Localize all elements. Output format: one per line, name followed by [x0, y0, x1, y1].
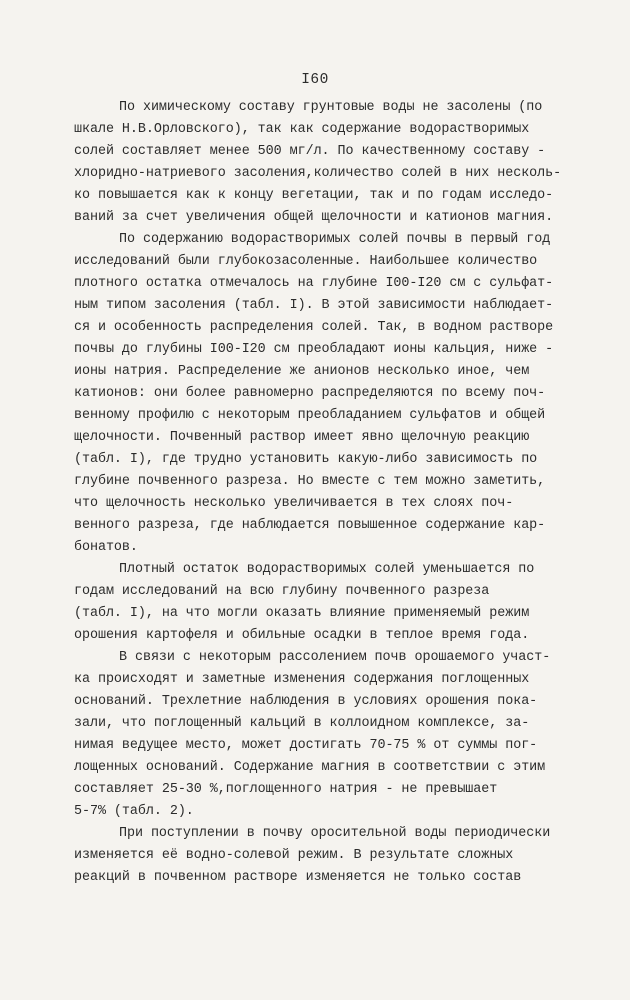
- text-line: оснований. Трехлетние наблюдения в условиях орошения пока-: [74, 694, 538, 709]
- text-line: венного разреза, где наблюдается повышенное содержание кар-: [74, 518, 546, 533]
- text-line: хлоридно-натриевого засоления,количество солей в них несколь-: [74, 166, 562, 181]
- text-line: ионы натрия. Распределение же анионов несколько иное, чем: [74, 364, 530, 379]
- text-line: ся и особенность распределения солей. Так, в водном растворе: [74, 320, 554, 335]
- text-line: бонатов.: [74, 540, 138, 555]
- text-line: 5-7% (табл. 2).: [74, 804, 194, 819]
- text-line: глубине почвенного разреза. Но вместе с тем можно заметить,: [74, 474, 546, 489]
- text-line: исследований были глубокозасоленные. Наибольшее количество: [74, 254, 538, 269]
- text-line: ным типом засоления (табл. I). В этой зависимости наблюдает-: [74, 298, 554, 313]
- text-line: плотного остатка отмечалось на глубине I00-I20 см с сульфат-: [74, 276, 554, 291]
- text-line: ваний за счет увеличения общей щелочности и катионов магния.: [74, 210, 554, 225]
- text-line: катионов: они более равномерно распределяются по всему поч-: [74, 386, 546, 401]
- text-line: По содержанию водорастворимых солей почвы в первый год: [119, 232, 551, 247]
- text-line: щелочности. Почвенный раствор имеет явно щелочную реакцию: [74, 430, 530, 445]
- text-line: составляет 25-30 %,поглощенного натрия - не превышает: [74, 782, 498, 797]
- text-line: шкале Н.В.Орловского), так как содержание водорастворимых: [74, 122, 530, 137]
- text-line: В связи с некоторым рассолением почв орошаемого участ-: [119, 650, 551, 665]
- text-line: орошения картофеля и обильные осадки в теплое время года.: [74, 628, 530, 643]
- text-line: По химическому составу грунтовые воды не засолены (по: [119, 100, 543, 115]
- text-line: При поступлении в почву оросительной воды периодически: [119, 826, 551, 841]
- text-line: изменяется её водно-солевой режим. В результате сложных: [74, 848, 514, 863]
- text-line: Плотный остаток водорастворимых солей уменьшается по: [119, 562, 535, 577]
- text-line: что щелочность несколько увеличивается в тех слоях поч-: [74, 496, 514, 511]
- text-line: реакций в почвенном растворе изменяется не только состав: [74, 870, 522, 885]
- text-line: (табл. I), на что могли оказать влияние применяемый режим: [74, 606, 530, 621]
- text-line: зали, что поглощенный кальций в коллоидном комплексе, за-: [74, 716, 530, 731]
- text-line: ко повышается как к концу вегетации, так и по годам исследо-: [74, 188, 554, 203]
- text-line: годам исследований на всю глубину почвенного разреза: [74, 584, 490, 599]
- text-line: (табл. I), где трудно установить какую-либо зависимость по: [74, 452, 538, 467]
- text-line: почвы до глубины I00-I20 см преобладают ионы кальция, ниже -: [74, 342, 554, 357]
- text-line: лощенных оснований. Содержание магния в соответствии с этим: [74, 760, 546, 775]
- text-line: ка происходят и заметные изменения содержания поглощенных: [74, 672, 530, 687]
- text-line: нимая ведущее место, может достигать 70-75 % от суммы пог-: [74, 738, 538, 753]
- text-line: солей составляет менее 500 мг/л. По качественному составу -: [74, 144, 546, 159]
- text-line: венному профилю с некоторым преобладанием сульфатов и общей: [74, 408, 546, 423]
- page-number: I60: [301, 72, 329, 88]
